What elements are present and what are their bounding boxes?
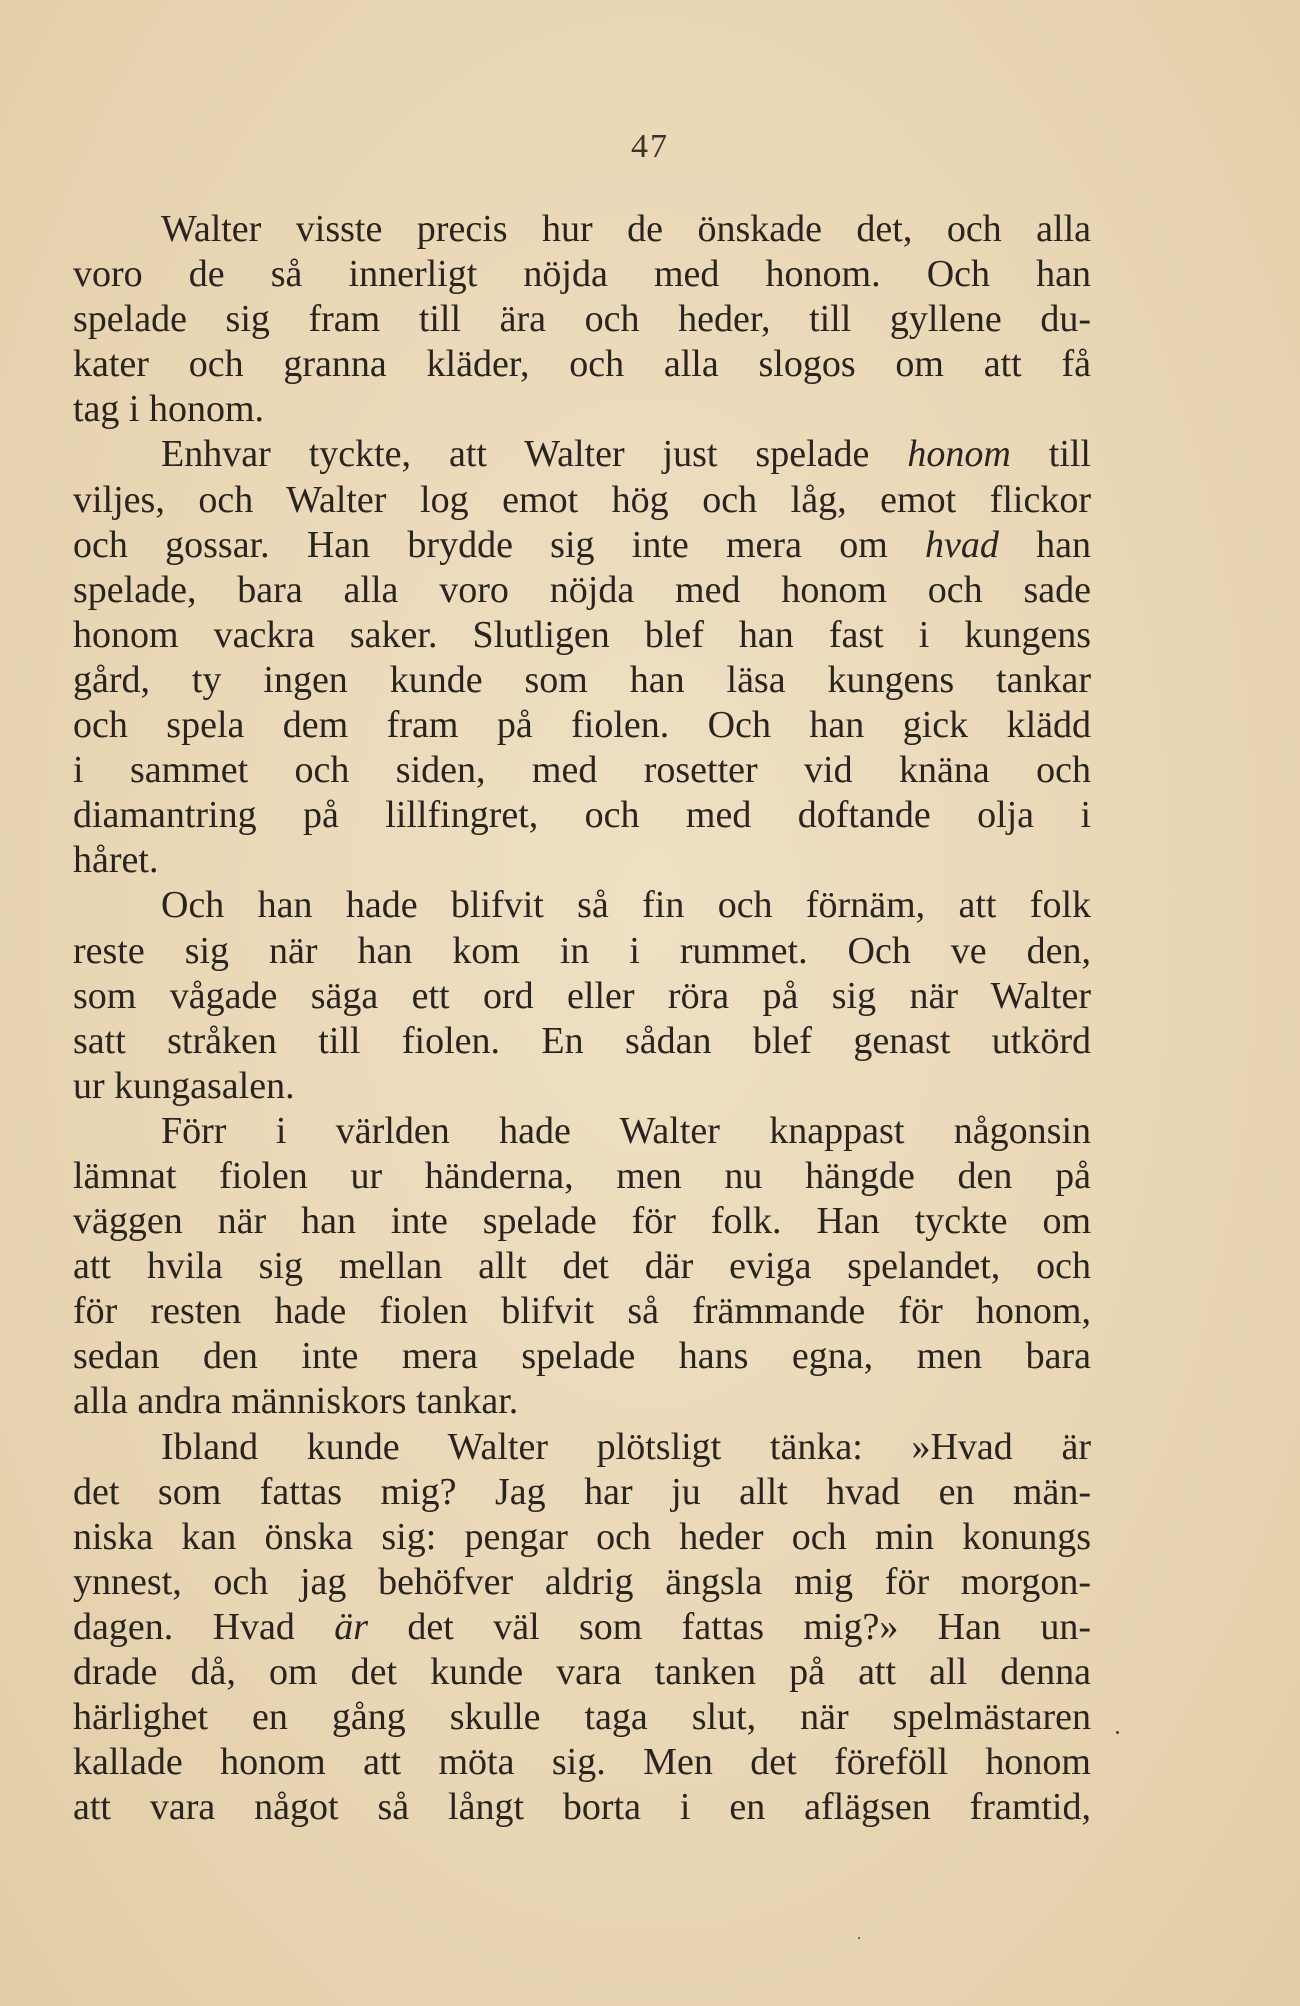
- text-line: ynnest, och jag behöfver aldrig ängsla mig för morgon-: [73, 1560, 1091, 1603]
- text-line: honom vackra saker. Slutligen blef han fast i kungens: [73, 613, 1091, 656]
- text-line: Förr i världen hade Walter knappast någonsin: [161, 1109, 1091, 1152]
- text-line: gård, ty ingen kunde som han läsa kungens tankar: [73, 658, 1091, 701]
- text-line: håret.: [73, 839, 159, 882]
- text-line: spelade, bara alla voro nöjda med honom och sade: [73, 568, 1091, 611]
- text-run: Enhvar tyckte, att Walter just spelade: [161, 433, 908, 476]
- text-line: kallade honom att möta sig. Men det föreföll honom: [73, 1741, 1091, 1784]
- text-line: tag i honom.: [73, 388, 265, 431]
- paragraph: [73, 1109, 1091, 1425]
- emphasis-text: hvad: [925, 523, 999, 566]
- text-line: Ibland kunde Walter plötsligt tänka: »Hvad är: [161, 1425, 1091, 1468]
- text-line: reste sig när han kom in i rummet. Och ve den,: [73, 929, 1091, 972]
- text-line: sedan den inte mera spelade hans egna, men bara: [73, 1335, 1091, 1378]
- text-line: [73, 432, 1091, 477]
- text-line: [73, 523, 1091, 568]
- text-line: för resten hade fiolen blifvit så främmande för honom,: [73, 1290, 1091, 1333]
- paragraph: [73, 1425, 1091, 1831]
- emphasis-text: honom: [907, 433, 1011, 476]
- text-run: han: [998, 523, 1091, 566]
- text-run: det väl som fattas mig?» Han un-: [368, 1605, 1091, 1648]
- text-line: att vara något så långt borta i en aflägsen framtid,: [73, 1786, 1091, 1829]
- text-run: dagen. Hvad: [73, 1605, 335, 1648]
- ink-speck: [858, 1937, 860, 1939]
- text-line: alla andra människors tankar.: [73, 1380, 519, 1423]
- text-run: till: [1010, 433, 1091, 476]
- text-line: härlighet en gång skulle taga slut, när spelmästaren: [73, 1696, 1091, 1739]
- text-line: Och han hade blifvit så fin och förnäm, att folk: [161, 884, 1091, 927]
- text-line: väggen när han inte spelade för folk. Han tyckte om: [73, 1200, 1091, 1243]
- emphasis-text: är: [334, 1605, 369, 1648]
- text-line: satt stråken till fiolen. En sådan blef genast utkörd: [73, 1019, 1091, 1062]
- text-line: ur kungasalen.: [73, 1064, 295, 1107]
- page-number: 47: [631, 128, 669, 165]
- text-line: och spela dem fram på fiolen. Och han gick klädd: [73, 704, 1091, 747]
- text-line: att hvila sig mellan allt det där eviga spelandet, och: [73, 1245, 1091, 1288]
- text-line: kater och granna kläder, och alla slogos om att få: [73, 343, 1091, 386]
- ink-speck: [1116, 1731, 1119, 1734]
- text-line: [73, 1605, 1091, 1650]
- text-line: lämnat fiolen ur händerna, men nu hängde den på: [73, 1154, 1091, 1197]
- text-line: voro de så innerligt nöjda med honom. Och han: [73, 253, 1091, 296]
- text-line: i sammet och siden, med rosetter vid knäna och: [73, 749, 1091, 792]
- text-line: Walter visste precis hur de önskade det, och alla: [161, 208, 1091, 250]
- text-line: niska kan önska sig: pengar och heder och min konungs: [73, 1515, 1091, 1558]
- paragraph: [73, 432, 1091, 883]
- text-line: viljes, och Walter log emot hög och låg, emot flickor: [73, 478, 1091, 521]
- text-line: diamantring på lillfingret, och med doftande olja i: [73, 794, 1091, 837]
- paragraph: [73, 207, 1091, 432]
- text-run: och gossar. Han brydde sig inte mera om: [73, 523, 925, 566]
- paragraph: [73, 883, 1091, 1108]
- text-line: det som fattas mig? Jag har ju allt hvad en män-: [73, 1470, 1091, 1513]
- text-line: som vågade säga ett ord eller röra på sig när Walter: [73, 974, 1091, 1017]
- body-text: [73, 207, 1091, 1830]
- text-line: spelade sig fram till ära och heder, till gyllene du-: [73, 298, 1091, 341]
- text-line: drade då, om det kunde vara tanken på att all denna: [73, 1651, 1091, 1693]
